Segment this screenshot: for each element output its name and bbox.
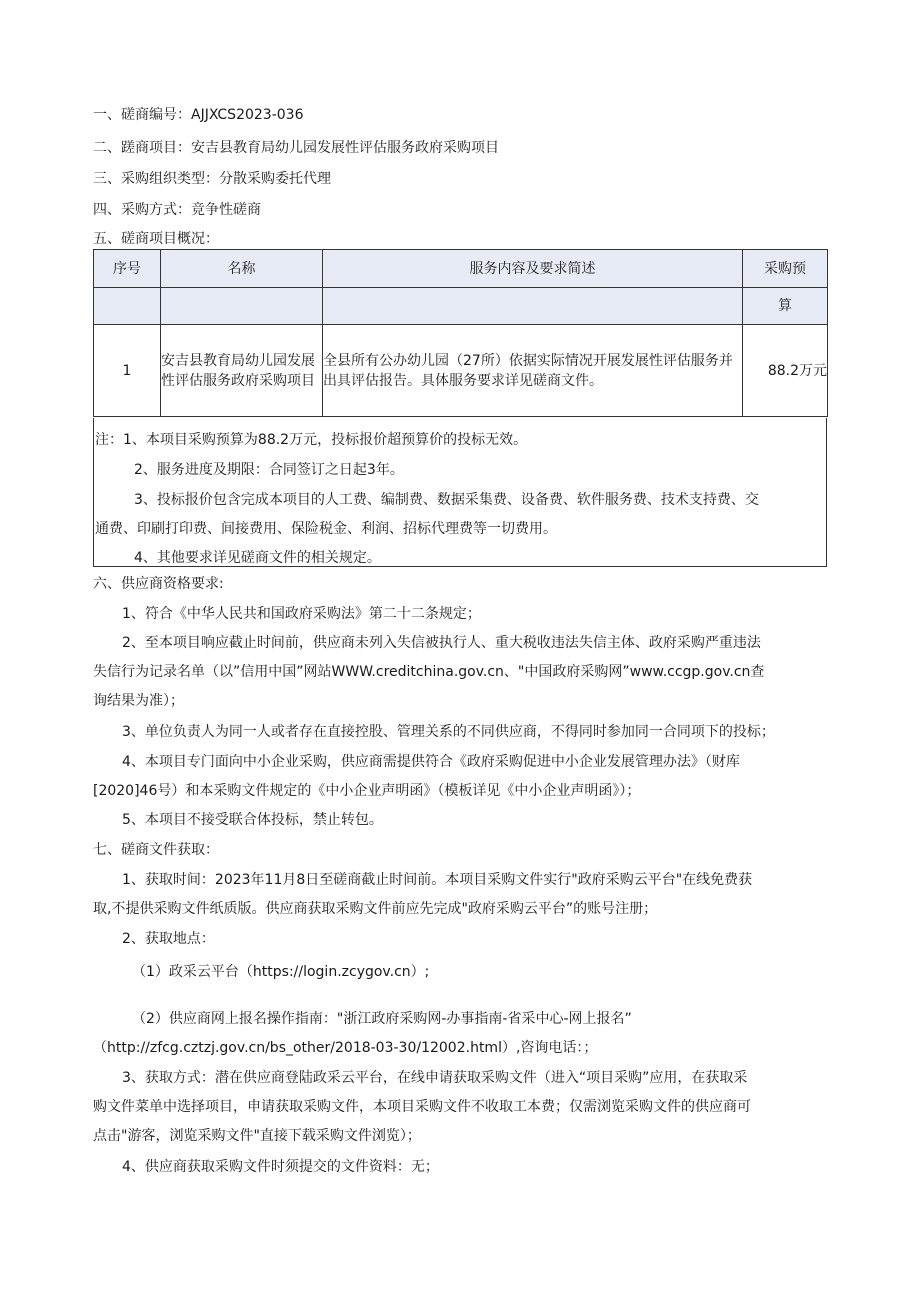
s7-item-2: 2、获取地点： <box>122 931 215 947</box>
section-5-overview-title: 五、磋商项目概况： <box>93 231 219 247</box>
section-4-procurement-method: 四、采购方式：竞争性磋商 <box>93 202 261 218</box>
s6-item-2-line3: 询结果为准）； <box>93 693 184 709</box>
s7-item-3-line3: 点击"游客，浏览采购文件"直接下载采购文件浏览）； <box>93 1128 421 1144</box>
s6-item-2-line2: 失信行为记录名单（以”信用中国”网站WWW.creditchina.gov.cn、"中国政府采购网”www.ccgp.gov.cn查 <box>93 664 765 680</box>
note-4: 4、其他要求详见磋商文件的相关规定。 <box>134 550 381 566</box>
header-budget-part1: 采购预 <box>743 250 828 288</box>
header-empty-1 <box>94 288 161 325</box>
header-no: 序号 <box>94 250 161 288</box>
s7-item-4: 4、供应商获取采购文件时须提交的文件资料：无； <box>122 1159 439 1175</box>
project-overview-table <box>93 249 828 417</box>
s7-item-2-1: （1）政采云平台（https://login.zcygov.cn）; <box>132 964 430 980</box>
section-3-procurement-type: 三、采购组织类型：分散采购委托代理 <box>93 171 331 187</box>
header-budget-part2: 算 <box>743 288 828 325</box>
row-budget: 88.2万元 <box>743 325 828 417</box>
s6-item-2-line1: 2、至本项目响应截止时间前，供应商未列入失信被执行人、重大税收违法失信主体、政府采购严重违法 <box>122 635 761 651</box>
s7-item-3-line2: 购文件菜单中选择项目，申请获取采购文件，本项目采购文件不收取工本费；仅需浏览采购文件的供应商可 <box>93 1099 751 1115</box>
section-7-title: 七、磋商文件获取： <box>93 842 219 858</box>
note-1: 注：1、本项目采购预算为88.2万元，投标报价超预算价的投标无效。 <box>95 432 528 448</box>
s6-item-3: 3、单位负责人为同一人或者存在直接控股、管理关系的不同供应商，不得同时参加同一合同项下的投标； <box>122 724 775 740</box>
s7-item-2-2-line1: （2）供应商网上报名操作指南："浙江政府采购网-办事指南-省采中心-网上报名” <box>132 1011 632 1027</box>
note-3-line2: 通费、印刷打印费、间接费用、保险税金、利润、招标代理费等一切费用。 <box>95 521 557 537</box>
note-2: 2、服务进度及期限：合同签订之日起3年。 <box>134 462 404 478</box>
row-no: 1 <box>94 325 161 417</box>
table-header-row-2 <box>94 288 828 325</box>
header-empty-3 <box>323 288 743 325</box>
header-empty-2 <box>161 288 323 325</box>
section-2-project-name: 二、蹉商项目：安吉县教育局幼儿园发展性评估服务政府采购项目 <box>93 140 499 156</box>
note-3-line1: 3、投标报价包含完成本项目的人工费、编制费、数据采集费、设备费、软件服务费、技术支持费、交 <box>134 492 759 508</box>
s6-item-4-line1: 4、本项目专门面向中小企业采购，供应商需提供符合《政府采购促进中小企业发展管理办法》（财库 <box>122 754 740 770</box>
table-header-row <box>94 250 828 288</box>
s7-item-1-line2: 取,不提供采购文件纸质版。供应商获取采购文件前应先完成"政府采购云平台”的账号注册； <box>93 901 658 917</box>
s7-item-1-line1: 1、获取时间：2023年11月8日至磋商截止时间前。本项目采购文件实行"政府采购云平台"在线免费获 <box>122 872 753 888</box>
s6-item-1: 1、符合《中华人民共和国政府采购法》第二十二条规定； <box>122 606 481 622</box>
row-content: 全县所有公办幼儿园（27所）依据实际情况开展发展性评估服务并出具评估报告。具体服务要求详见磋商文件。 <box>323 325 743 417</box>
s7-item-2-2-line2: （http://zfcg.cztzj.gov.cn/bs_other/2018-03-30/12002.html）,咨询电话：； <box>93 1040 598 1056</box>
header-content: 服务内容及要求简述 <box>323 250 743 288</box>
s6-item-5: 5、本项目不接受联合体投标，禁止转包。 <box>122 812 383 828</box>
s7-item-3-line1: 3、获取方式：潜在供应商登陆政采云平台，在线申请获取采购文件（进入“项目采购”应用，在获取采 <box>122 1070 748 1086</box>
header-name: 名称 <box>161 250 323 288</box>
section-1-bid-number: 一、磋商编号：AJJXCS2023-036 <box>93 107 304 123</box>
table-row <box>94 325 828 417</box>
s6-item-4-line2: [2020]46号）和本采购文件规定的《中小企业声明函》（模板详见《中小企业声明函》）； <box>93 783 641 799</box>
row-name: 安吉县教育局幼儿园发展性评估服务政府采购项目 <box>161 325 323 417</box>
section-6-title: 六、供应商资格要求: <box>93 576 224 592</box>
